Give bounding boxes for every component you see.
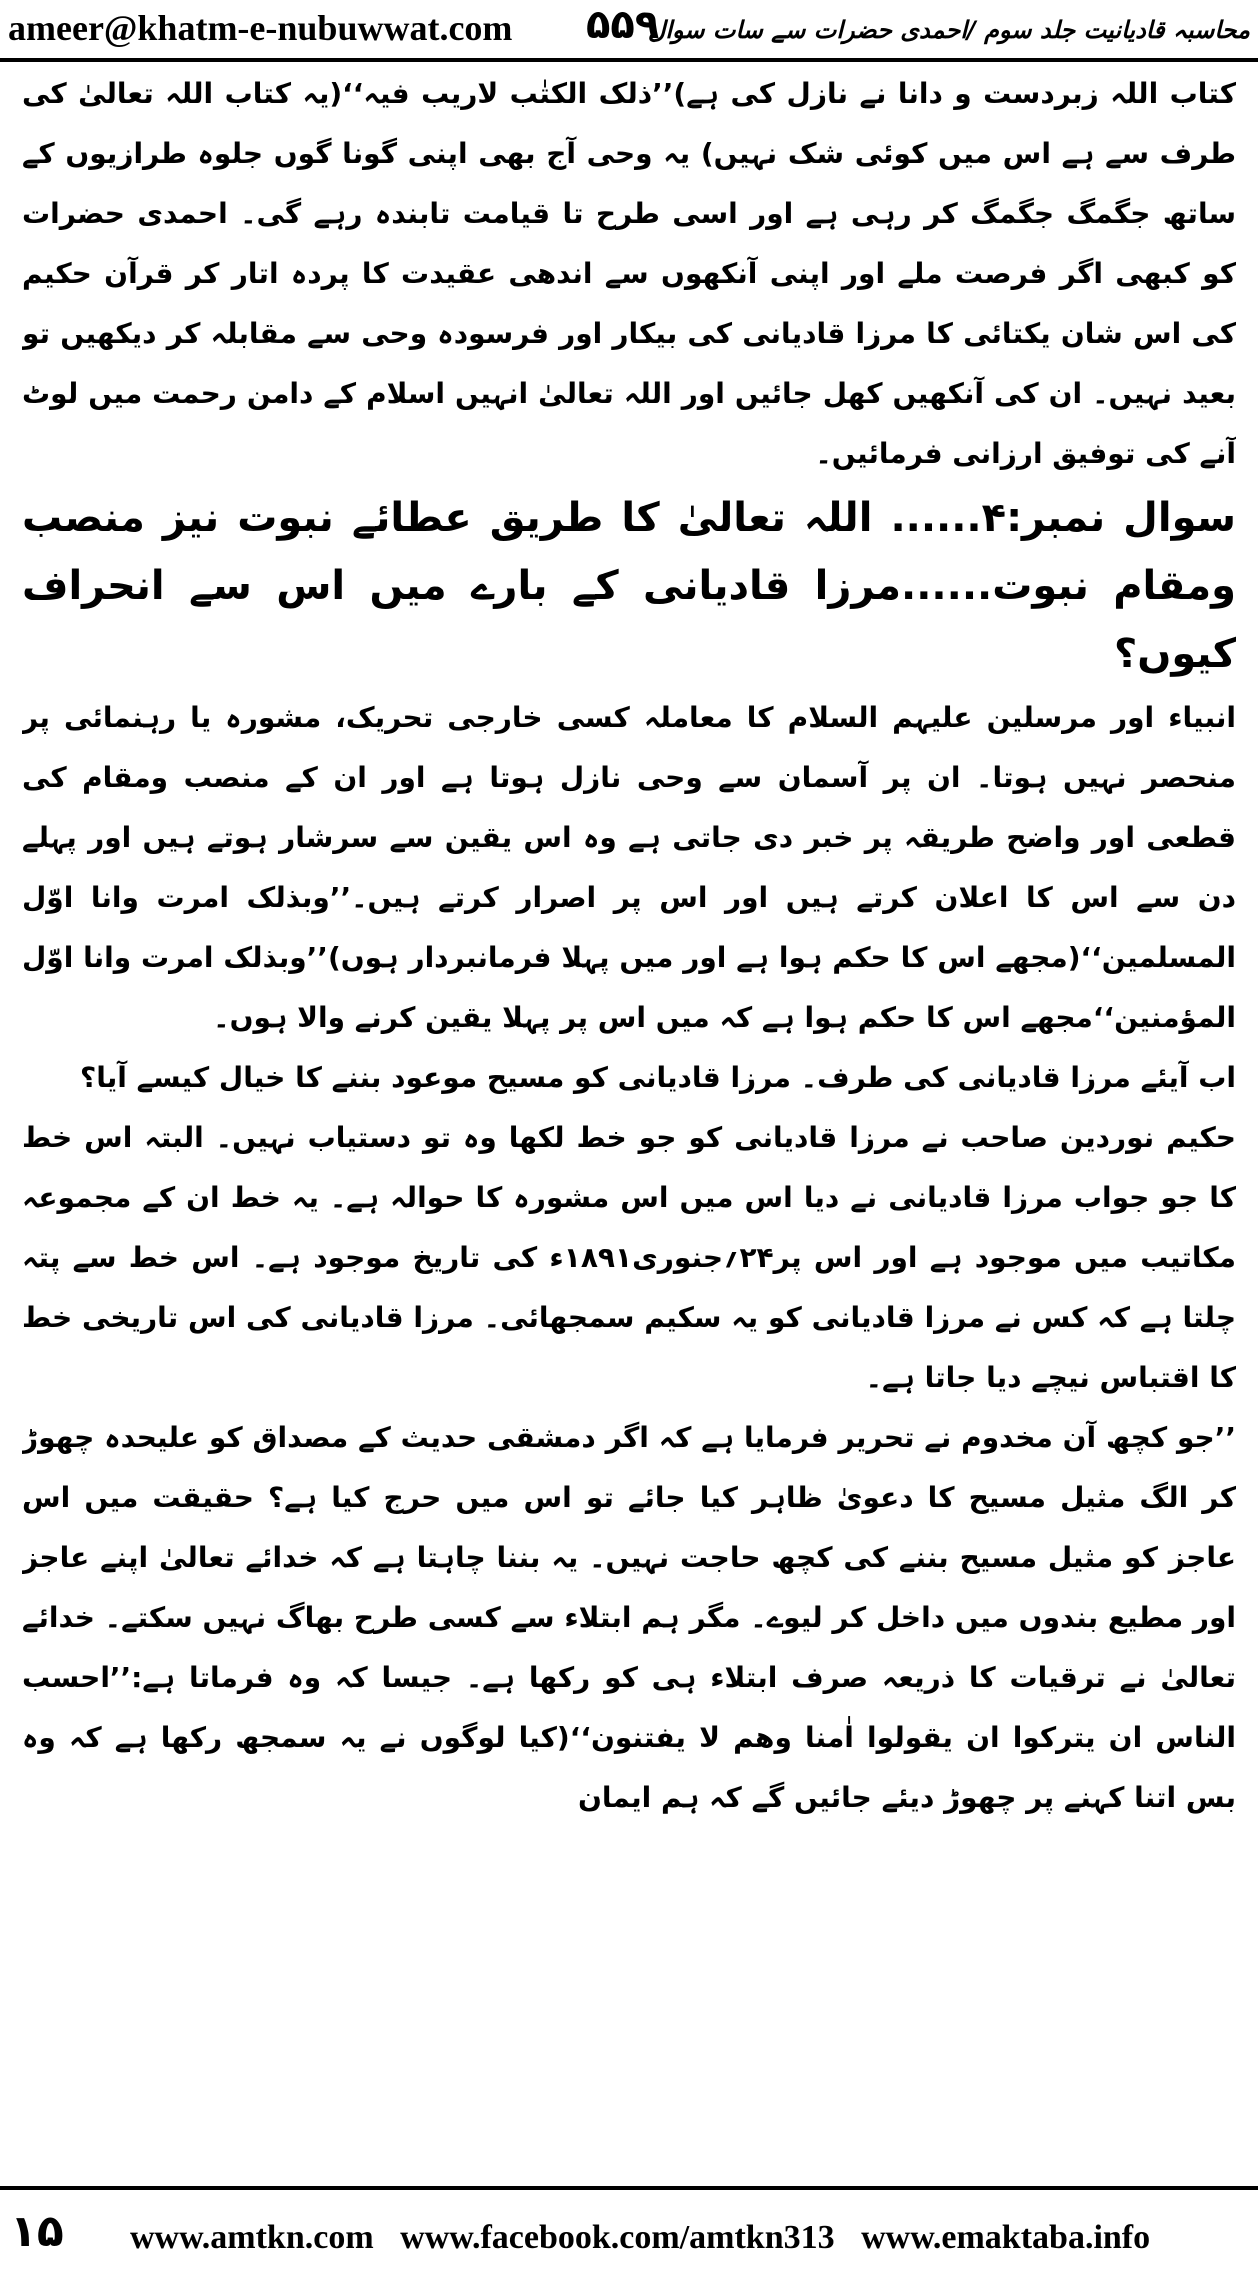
- paragraph-1: کتاب اللہ زبردست و دانا نے نازل کی ہے)’’ذلک الکتٰب لاریب فیہ‘‘(یہ کتاب اللہ تعالیٰ کی طرف سے ہے اس میں کوئی شک نہیں) یہ وحی آج بھی اپنی گونا گوں جلوہ طرازیوں کے ساتھ جگمگ جگمگ کر رہی ہے اور اسی طرح تا قیامت تابندہ رہے گی۔ احمدی حضرات کو کبھی اگر فرصت ملے اور اپنی آنکھوں سے اندھی عقیدت کا پردہ اتار کر قرآن حکیم کی اس شان یکتائی کا مرزا قادیانی کی بیکار اور فرسودہ وحی سے مقابلہ کر دیکھیں تو بعید نہیں۔ ان کی آنکھیں کھل جائیں اور اللہ تعالیٰ انہیں اسلام کے دامن رحمت میں لوٹ آنے کی توفیق ارزانی فرمائیں۔: [22, 77, 1236, 470]
- footer-link-amtkn[interactable]: www.amtkn.com: [130, 2219, 374, 2256]
- paragraph-2: انبیاء اور مرسلین علیہم السلام کا معاملہ کسی خارجی تحریک، مشورہ یا رہنمائی پر منحصر نہیں ہوتا۔ ان پر آسمان سے وحی نازل ہوتا ہے اور ان کے منصب ومقام کی قطعی اور واضح طریقہ پر خبر دی جاتی ہے وہ اس یقین سے سرشار ہوتے ہیں اور پہلے دن سے اس کا اعلان کرتے ہیں اور اس پر اصرار کرتے ہیں۔’’وبذلک امرت وانا اوّل المسلمین‘‘(مجھے اس کا حکم ہوا ہے اور میں پہلا فرمانبردار ہوں)’’وبذلک امرت وانا اوّل المؤمنین‘‘مجھے اس کا حکم ہوا ہے کہ میں اس پر پہلا یقین کرنے والا ہوں۔: [22, 701, 1236, 1034]
- header-divider: [0, 58, 1258, 62]
- question-heading: سوال نمبر:۴...... اللہ تعالیٰ کا طریق عطائے نبوت نیز منصب ومقام نبوت......مرزا قادیانی کے بارے میں اس سے انحراف کیوں؟: [22, 495, 1236, 677]
- page-body: [22, 64, 1236, 2144]
- footer-link-emaktaba[interactable]: www.emaktaba.info: [861, 2219, 1151, 2256]
- footer-divider: [0, 2186, 1258, 2190]
- page-footer: [0, 2192, 1258, 2272]
- header-page-number: ۵۵۹: [586, 2, 660, 48]
- footer-link-facebook[interactable]: www.facebook.com/amtkn313: [400, 2219, 835, 2256]
- paragraph-5-quote: ’’جو کچھ آن مخدوم نے تحریر فرمایا ہے کہ اگر دمشقی حدیث کے مصداق کو علیحدہ چھوڑ کر الگ مثیل مسیح کا دعویٰ ظاہر کیا جائے تو اس میں حرج کیا ہے؟ حقیقت میں اس عاجز کو مثیل مسیح بننے کی کچھ حاجت نہیں۔ یہ بننا چاہتا ہے کہ خدائے تعالیٰ اپنے عاجز اور مطیع بندوں میں داخل کر لیوے۔ مگر ہم ابتلاء سے کسی طرح بھاگ نہیں سکتے۔ خدائے تعالیٰ نے ترقیات کا ذریعہ صرف ابتلاء ہی کو رکھا ہے۔ جیسا کہ وہ فرماتا ہے:’’احسب الناس ان یترکوا ان یقولوا اٰمنا وھم لا یفتنون‘‘(کیا لوگوں نے یہ سمجھ رکھا ہے کہ وہ بس اتنا کہنے پر چھوڑ دیئے جائیں گے کہ ہم ایمان: [22, 1421, 1236, 1814]
- page-header: [0, 0, 1258, 60]
- header-book-title: محاسبہ قادیانیت جلد سوم /احمدی حضرات سے سات سوال: [647, 16, 1250, 44]
- paragraph-4: حکیم نوردین صاحب نے مرزا قادیانی کو جو خط لکھا وہ تو دستیاب نہیں۔ البتہ اس خط کا جو جواب مرزا قادیانی نے دیا اس میں اس مشورہ کا حوالہ ہے۔ یہ خط ان کے مجموعہ مکاتیب میں موجود ہے اور اس پر۲۴؍جنوری۱۸۹۱ء کی تاریخ موجود ہے۔ اس خط سے پتہ چلتا ہے کہ کس نے مرزا قادیانی کو یہ سکیم سمجھائی۔ مرزا قادیانی کی اس تاریخی خط کا اقتباس نیچے دیا جاتا ہے۔: [22, 1121, 1236, 1394]
- header-email: ameer@khatm-e-nubuwwat.com: [8, 8, 513, 48]
- paragraph-3: اب آیئے مرزا قادیانی کی طرف۔ مرزا قادیانی کو مسیح موعود بننے کا خیال کیسے آیا؟: [79, 1061, 1236, 1094]
- footer-links: [130, 2216, 1168, 2260]
- footer-page-number: ۱۵: [10, 2206, 64, 2257]
